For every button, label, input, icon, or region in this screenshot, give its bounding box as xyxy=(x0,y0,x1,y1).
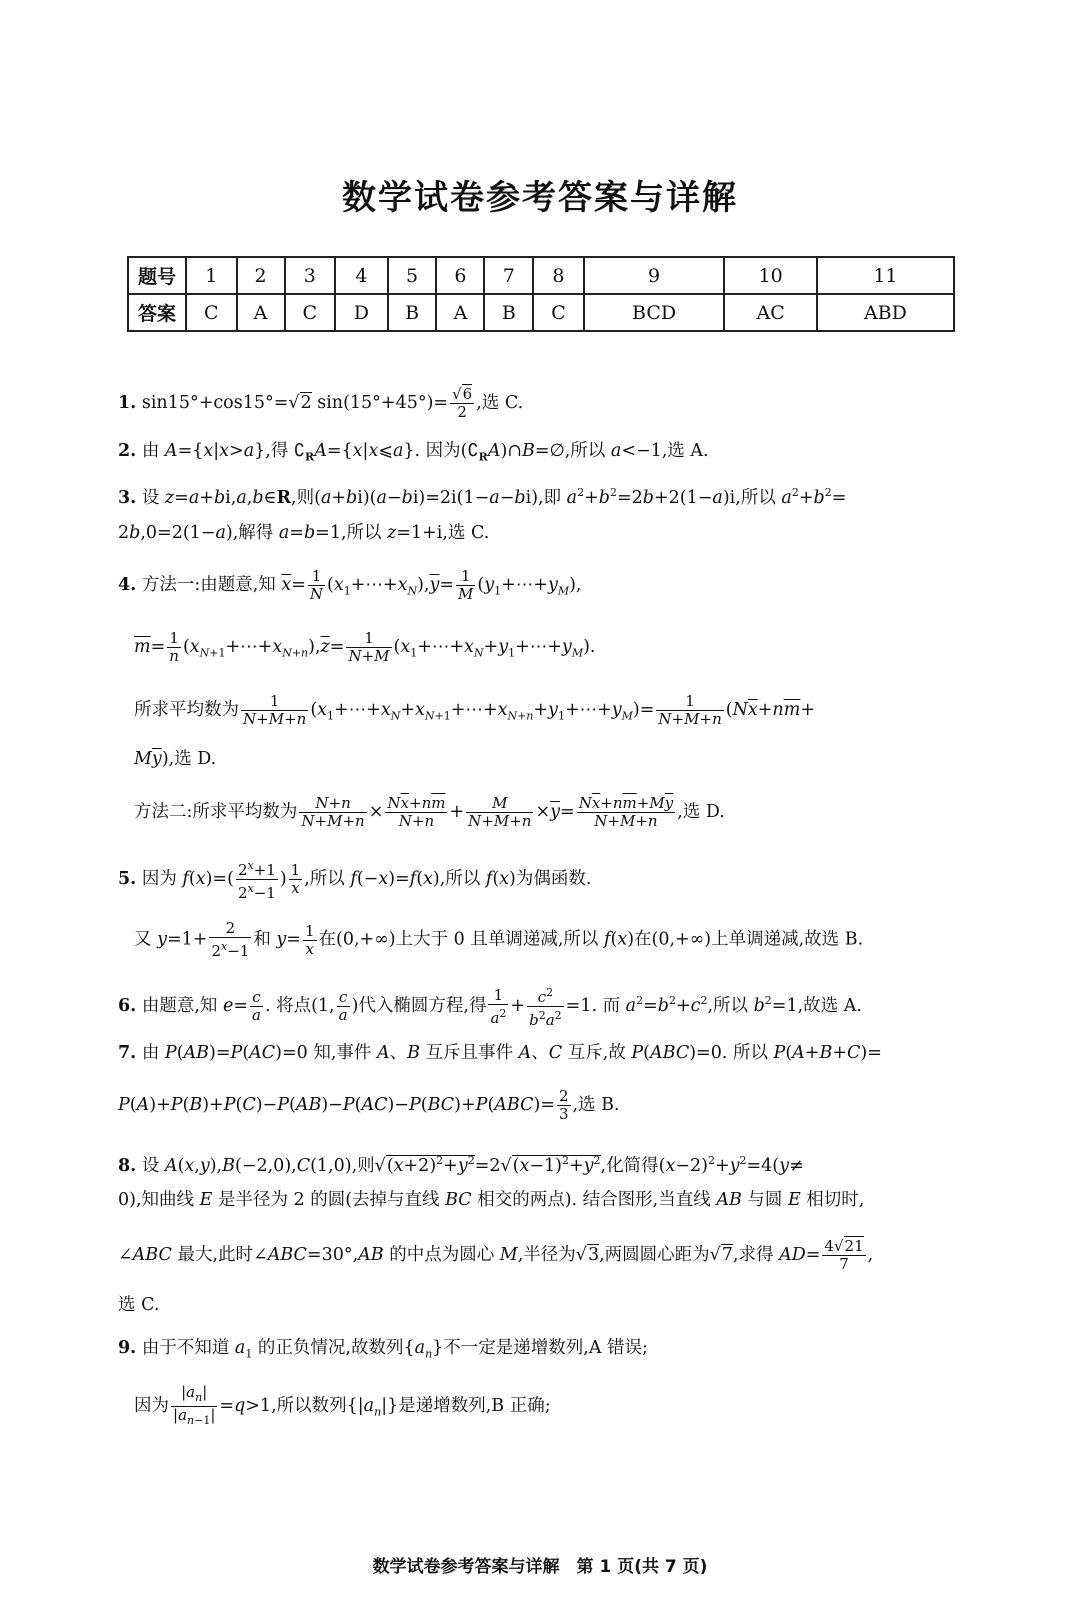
table-row xyxy=(128,257,954,294)
table-cell: A xyxy=(436,294,484,331)
solution-number: 5. xyxy=(118,869,137,889)
solution-number: 7. xyxy=(118,1043,137,1063)
page-footer: 数学试卷参考答案与详解 第 1 页(共 7 页) xyxy=(372,1557,708,1577)
solution-number: 8. xyxy=(118,1155,137,1176)
table-cell: 1 xyxy=(186,257,237,294)
table-cell: C xyxy=(186,294,237,331)
solution-7-cont: P(A)+P(B)+P(C)−P(AB)−P(AC)−P(BC)+P(ABC)= $\frac{2}{3}$ ,选 B. xyxy=(118,1087,620,1123)
solution-number: 3. xyxy=(118,487,137,508)
table-cell: 11 xyxy=(817,257,954,294)
solution-9-cont: 因为 $\frac{|a_n|}{|a_{n-1}|}$ =q>1,所以数列$\{|a_n|\}$是递增数列,B 正确; xyxy=(134,1383,551,1427)
solution-number: 9. xyxy=(118,1338,137,1358)
solution-1: 1. sin15°+cos15°=√2 sin(15°+45°)= $\frac{√6}{2}$ ,选 C. xyxy=(118,385,524,421)
solution-8: 8. 设 A(x,y),B(−2,0),C(1,0),则$√(x+2)^2+y^2=2√(x-1)^2+y^2$,化简得$(x-2)^2+y^2=4(y\ne$ xyxy=(118,1154,804,1176)
solution-8-line-3: ∠ABC 最大,此时∠ABC=30°,AB 的中点为圆心 M,半径为√3,两圆圆心距为√7,求得 AD= $\frac{4√21}{7}$ , xyxy=(118,1237,874,1273)
solution-6: 6. 由题意,知 e= $\frac{c}{a}$ . 将点(1, $\frac{c}{a}$ )代入椭圆方程,得 $\frac{1}{a^2}$ + $\frac{c^2}{b^2a^2}$ =1. 而 $a^2=b^2+c^2$,所以 $b^2=1$,故选 A. xyxy=(118,985,862,1029)
table-cell: ABD xyxy=(817,294,954,331)
answer-table xyxy=(127,256,955,332)
solution-7: 7. 由 P(AB)=P(AC)=0 知,事件 A、B 互斥且事件 A、C 互斥,故 P(ABC)=0. 所以 P(A+B+C)= xyxy=(118,1043,882,1063)
table-cell: D xyxy=(335,294,388,331)
solution-4-line-2: $\overline{m}=$ $\frac{1}{n}$ $(x_{N+1}+\cdots+x_{N+n}),\overline{z}=$ $\frac{1}{N+M}$ $(x_1+\cdots+x_N+y_1+\cdots+y_M)$. xyxy=(134,629,596,665)
solution-8-line-2: 0),知曲线 E 是半径为 2 的圆(去掉与直线 BC 相交的两点). 结合图形,当直线 AB 与圆 E 相切时, xyxy=(118,1190,865,1210)
table-cell: 3 xyxy=(285,257,336,294)
table-cell: 7 xyxy=(484,257,533,294)
solution-4-line-4: $M\overline{y}$),选 D. xyxy=(134,749,217,769)
page-title: 数学试卷参考答案与详解 xyxy=(342,178,738,218)
table-cell: 2 xyxy=(237,257,285,294)
table-cell: B xyxy=(388,294,437,331)
solution-number: 6. xyxy=(118,996,137,1016)
row-label-number: 题号 xyxy=(128,257,186,294)
row-label-answer: 答案 xyxy=(128,294,186,331)
solution-3: 3. 设 z=a+bi,a,b∈R,则(a+bi)(a−bi)=2i(1−a−bi),即 $a^2+b^2=2b+2(1-a)i$,所以 $a^2+b^2=$ xyxy=(118,486,847,508)
solution-5-cont: 又 y=1+ $\frac{2}{2^x-1}$ 和 y= $\frac{1}{x}$ 在(0,+∞)上大于 0 且单调递减,所以 f(x)在(0,+∞)上单调递减,故选 B. xyxy=(134,919,864,960)
table-cell: 9 xyxy=(584,257,725,294)
table-row xyxy=(128,294,954,331)
table-cell: C xyxy=(533,294,584,331)
table-cell: A xyxy=(237,294,285,331)
table-cell: BCD xyxy=(584,294,725,331)
solution-4: 4. 方法一:由题意,知 $\overline{x}=$ $\frac{1}{N}$ $(x_1+\cdots+x_N),\overline{y}=$ $\frac{1}{M}$ $(y_1+\cdots+y_M)$, xyxy=(118,567,582,603)
solution-8-line-4: 选 C. xyxy=(118,1295,160,1315)
solution-number: 1. xyxy=(118,393,137,413)
table-cell: 5 xyxy=(388,257,437,294)
solution-3-cont: 2b,0=2(1−a),解得 a=b=1,所以 z=1+i,选 C. xyxy=(118,523,490,543)
table-cell: C xyxy=(285,294,336,331)
table-cell: AC xyxy=(724,294,816,331)
solution-number: 4. xyxy=(118,575,137,595)
solution-4-line-3: 所求平均数为 $\frac{1}{N+M+n}$ $(x_1+\cdots+x_N+x_{N+1}+\cdots+x_{N+n}+y_1+\cdots+y_M)=$ $\frac{1}{N+M+n}$ ($N\overline{x}+n\overline{m}+$ xyxy=(134,692,815,728)
solution-2: 2. 由 A={x|x>a},得 $∁_RA=\{x|x⩽a\}$. 因为$(∁_RA)\cap B=\emptyset$,所以 a<−1,选 A. xyxy=(118,441,709,464)
table-cell: 8 xyxy=(533,257,584,294)
table-cell: B xyxy=(484,294,533,331)
solution-5: 5. 因为 f(x)=( $\frac{2^x+1}{2^x-1}$ ) $\frac{1}{x}$ ,所以 f(−x)=f(x),所以 f(x)为偶函数. xyxy=(118,859,592,902)
solution-number: 2. xyxy=(118,441,137,461)
solution-9: 9. 由于不知道 $a_1$ 的正负情况,故数列$\{a_n\}$不一定是递增数列,A 错误; xyxy=(118,1338,648,1361)
table-cell: 4 xyxy=(335,257,388,294)
solution-4-method-2: 方法二:所求平均数为 $\frac{N+n}{N+M+n}$ × $\frac{N\overline{x}+n\overline{m}}{N+n}$ + $\frac{M}{N+M+n}$ $\times\overline{y}=$ $\frac{N\overline{x}+n\overline{m}+M\overline{y}}{N+M+n}$ ,选 D. xyxy=(134,794,725,830)
table-cell: 10 xyxy=(724,257,816,294)
table-cell: 6 xyxy=(436,257,484,294)
